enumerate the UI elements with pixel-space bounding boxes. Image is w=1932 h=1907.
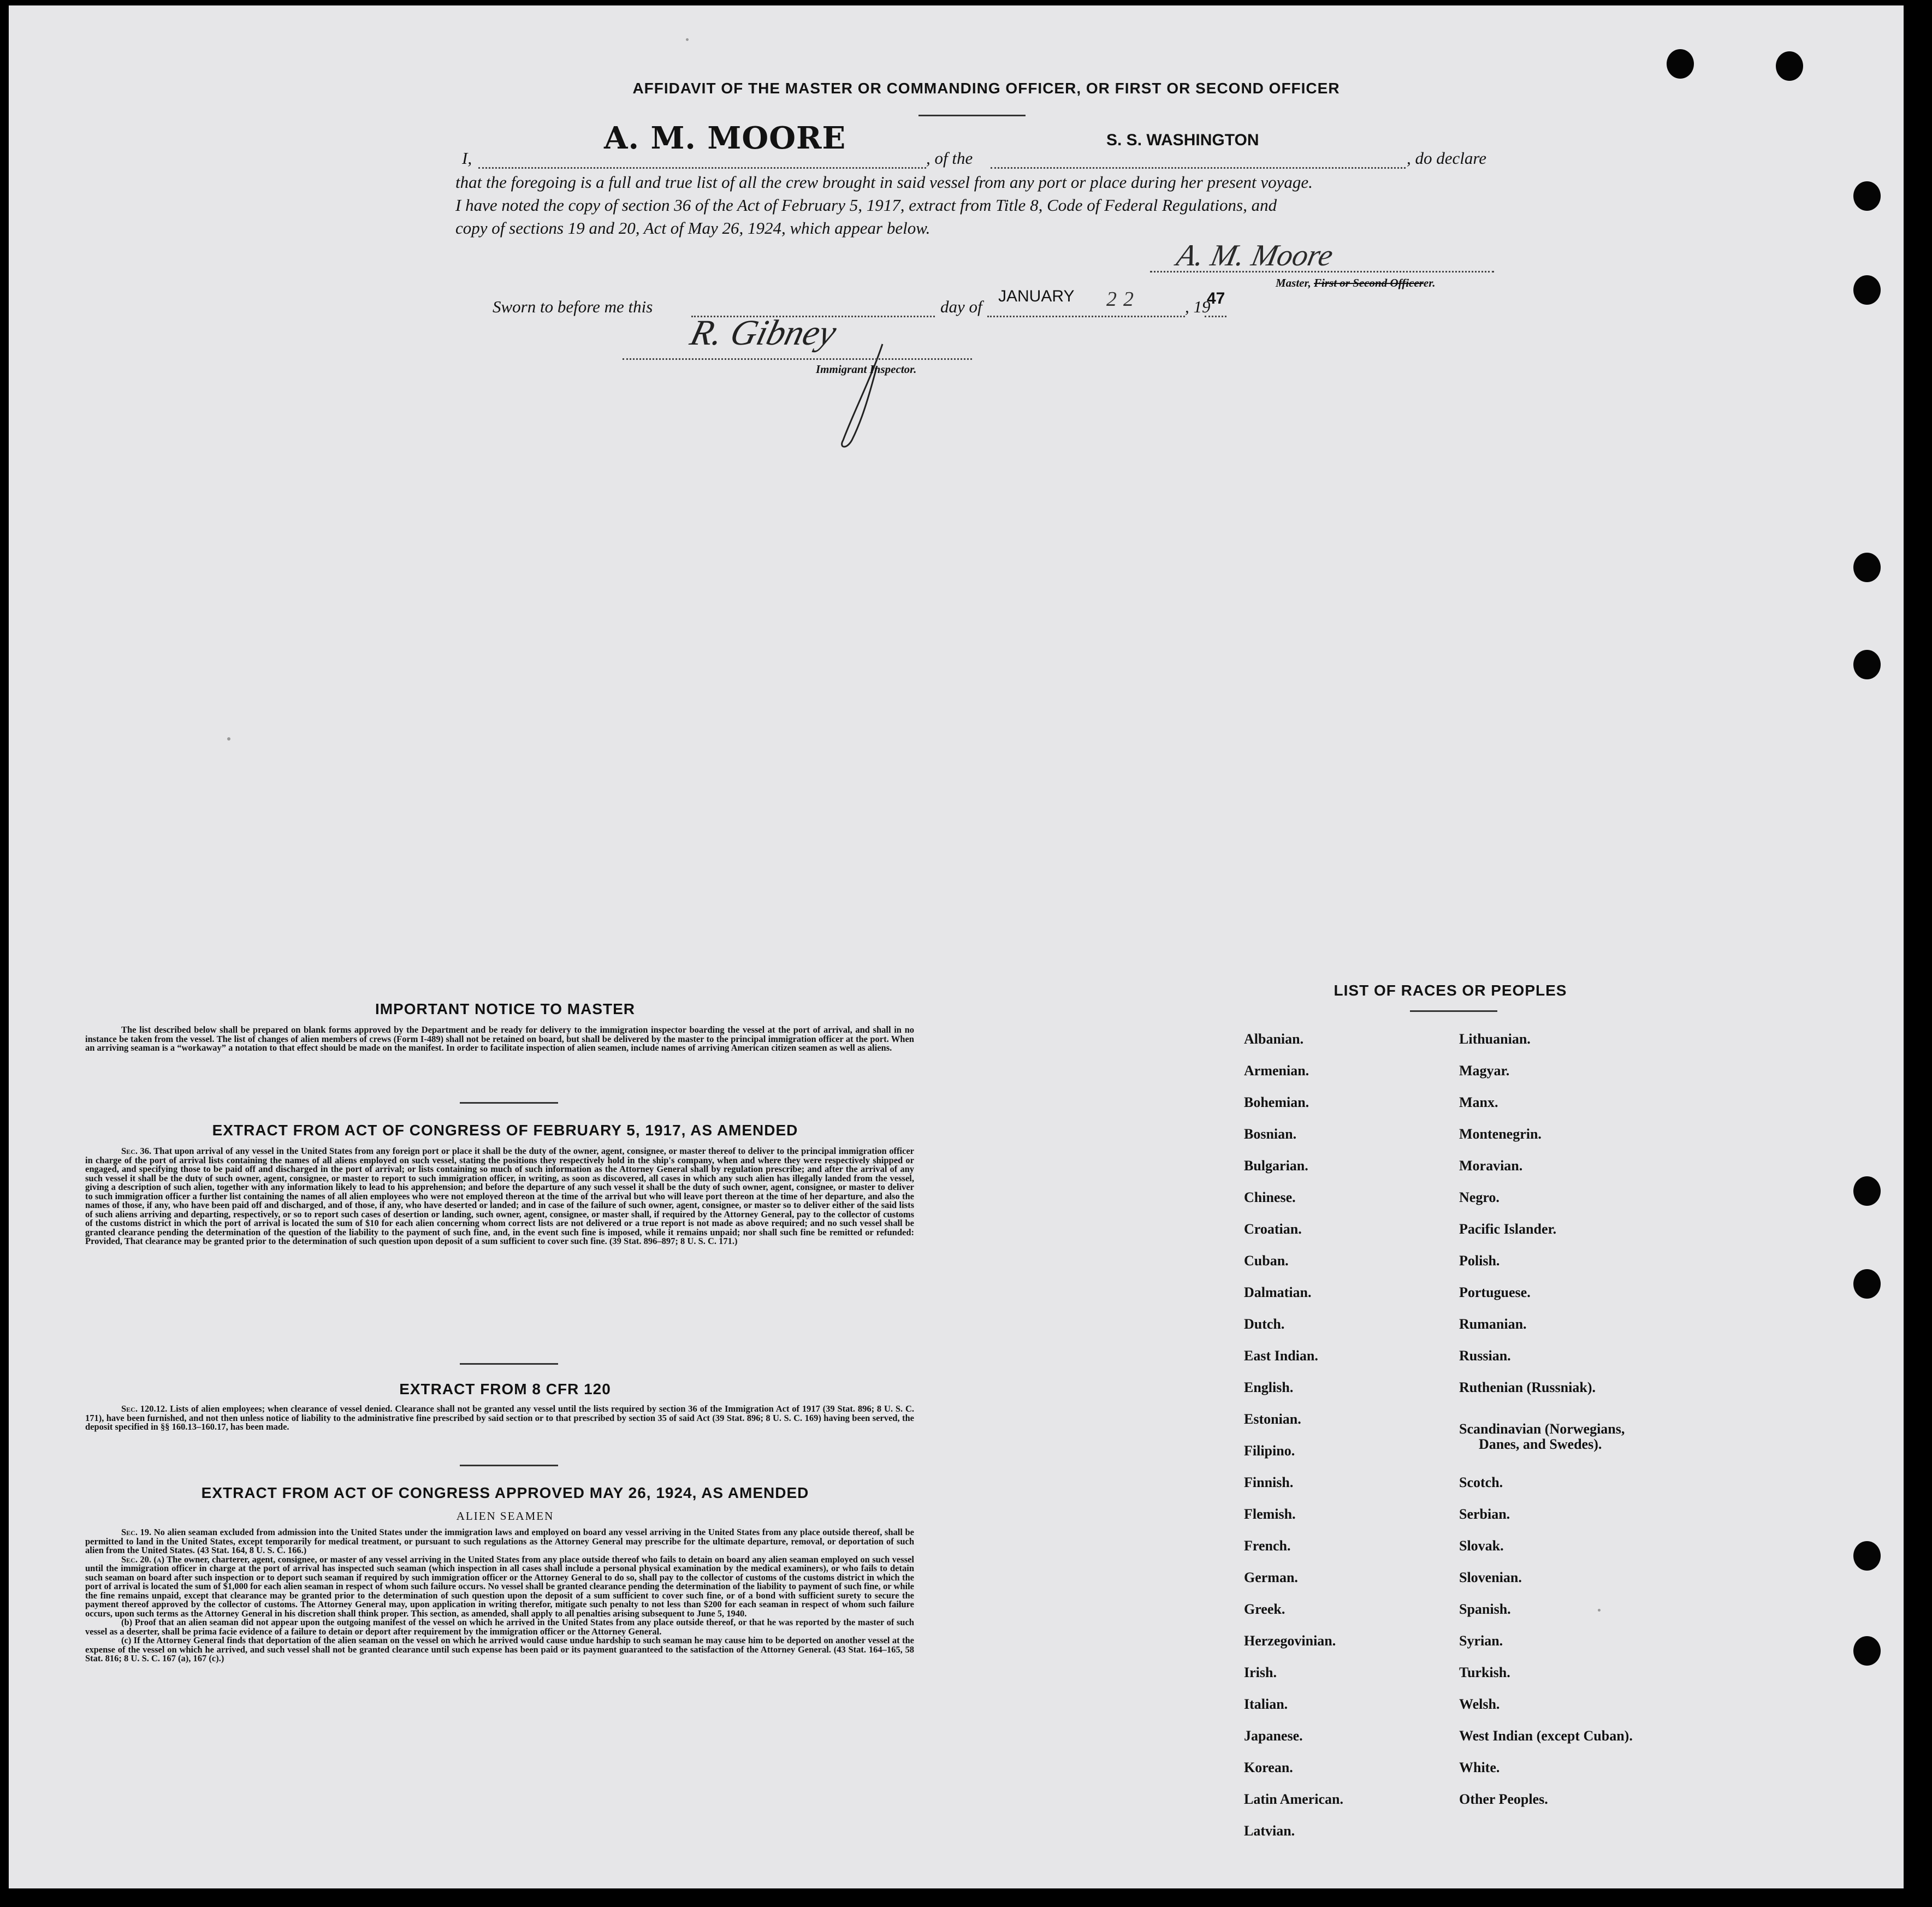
sec-36-text: That upon arrival of any vessel in the United States from any foreign port or place it shall be the duty of the owner, agent, consignee, or master thereof to deliver to the principal immigration officer in charge of the port of arrival lists containing the names of all aliens employed on such vessel, stating the positions they respectively hold in the ship's company, when and where they were respectively shipped or engaged, and specifying those to be paid off and discharged in the port of arrival; or lists containing so much of such information as the Attorney General shall by regulation prescribe; and after the arrival of any such vessel it shall be the duty of such owner, agent, consignee, or master to report to such immigration officer, in writing, as soon as discovered, all cases in which any such alien has illegally landed from the vessel, giving a description of such alien, together with any information likely to lead to his apprehension; and before the departure of any such vessel it shall be the duty of such owner, agent, consignee, or master to deliver to such immigration officer a further list containing the names of all alien employees who were not employed thereon at the time of the arrival but who will leave port thereon at the time of her departure, and also the names of those, if any, who have been paid off and discharged, and of those, if any, who have deserted or landed; and in case of the failure of such owner, agent, consignee, or master so to deliver either of the said lists of such aliens arriving and departing, respectively, or so to report such cases of desertion or landing, such owner, agent, consignee, or master shall, if required by the Attorney General, pay to the collector of customs of the customs district in which the port of arrival is located the sum of $10 for each alien concerning whom correct lists are not delivered or a true report is not made as above required; and no such vessel shall be granted clearance pending the determination of the question of the liability to the payment of such fine, and, in the event such fine is imposed, while it remains unpaid; nor shall such fine be remitted or refunded: Provided, That clearance may be granted prior to the determination of such question upon deposit of a sum sufficient to cover such fine. (39 Stat. 896–897; 8 U. S. C. 171.)	[85, 1146, 914, 1246]
master-signature: A. M. Moore	[1174, 239, 1336, 273]
race-item: Herzegovinian.	[1244, 1633, 1336, 1649]
month-field: JANUARY	[998, 287, 1075, 305]
sec-20b-paragraph: (b) Proof that an alien seaman did not appear upon the outgoing manifest of the vessel on which he arrived in the United States from any place outside thereof, or that he was reported by the master of such vessel as a deserter, shall be prima facie evidence of a failure to detain or deport after requirement by the immigration officer or the Attorney General.	[85, 1617, 914, 1637]
race-item: Scotch.	[1459, 1474, 1503, 1490]
race-item: Bohemian.	[1244, 1094, 1309, 1110]
affidavit-title: AFFIDAVIT OF THE MASTER OR COMMANDING OFFICER, OR FIRST OR SECOND OFFICER	[632, 80, 1340, 97]
master-name-field: A. M. MOORE	[604, 120, 846, 156]
sec-20a-paragraph	[85, 1555, 914, 1619]
extract-1924-subtitle: ALIEN SEAMEN	[456, 1509, 554, 1523]
race-item: Rumanian.	[1459, 1316, 1527, 1332]
of-the-label: , of the	[926, 149, 973, 168]
race-item: English.	[1244, 1379, 1294, 1395]
i-label: I,	[462, 149, 472, 168]
races-divider	[1410, 1010, 1497, 1012]
race-item: Welsh.	[1459, 1696, 1500, 1712]
race-item: Latvian.	[1244, 1823, 1295, 1839]
sec-120-text: Lists of alien employees; when clearance of vessel denied. Clearance shall not be granted any vessel until the lists required by section 36 of the Immigration Act of 1917 (39 Stat. 896; 8 U. S. C. 171), have been furnished, and not then unless notice of liability to the administrative fine prescribed by said section or to that prescribed by section 35 of said Act (39 Stat. 896; 8 U. S. C. 169) having been served, the deposit specified in §§ 160.13–160.17, has been made.	[85, 1403, 914, 1432]
punch-hole-icon	[1853, 650, 1881, 679]
notice-divider	[460, 1102, 558, 1104]
sec-19-label: Sec. 19.	[121, 1527, 152, 1537]
race-item: Albanian.	[1244, 1031, 1304, 1047]
race-item: Bulgarian.	[1244, 1158, 1308, 1174]
sworn-label: Sworn to before me this	[493, 297, 653, 316]
sec-20-label: Sec. 20. (a)	[121, 1554, 165, 1565]
race-item: Magyar.	[1459, 1063, 1510, 1079]
race-item: East Indian.	[1244, 1348, 1318, 1364]
punch-hole-icon	[1853, 553, 1881, 582]
race-item: Negro.	[1459, 1189, 1500, 1205]
affidavit-body-line-1: that the foregoing is a full and true list of all the crew brought in said vessel from any port or place during her present voyage.	[455, 173, 1313, 192]
race-item: French.	[1244, 1538, 1291, 1554]
race-item: Syrian.	[1459, 1633, 1503, 1649]
race-item: Slovenian.	[1459, 1570, 1522, 1585]
extract-cfr-title: EXTRACT FROM 8 CFR 120	[399, 1381, 611, 1397]
inspector-signature-flourish	[801, 333, 910, 453]
race-item: Irish.	[1244, 1665, 1277, 1680]
sec-120-label: Sec. 120.12.	[121, 1403, 168, 1414]
do-declare-label: , do declare	[1407, 149, 1487, 168]
vessel-name-field: S. S. WASHINGTON	[1106, 131, 1259, 149]
master-caption-struck: First or Second Officer	[1314, 276, 1424, 289]
sec-19-text: No alien seaman excluded from admission into the United States under the immigration laws and employed on board any vessel arriving in the United States from any place outside thereof, shall be permitted to land in the United States, except temporarily for medical treatment, or pursuant to such regulations as the Attorney General may prescribe for the ultimate departure, removal, or deportation of such alien from the United States. (43 Stat. 164, 8 U. S. C. 166.)	[85, 1527, 914, 1555]
race-item: Flemish.	[1244, 1506, 1296, 1522]
document-page	[9, 5, 1904, 1888]
master-caption-suffix: er.	[1423, 276, 1436, 289]
day-field: 22	[1106, 288, 1140, 311]
sec-20c-paragraph: (c) If the Attorney General finds that deportation of the alien seaman on the vessel on which he arrived would cause undue hardship to such seaman he may cause him to be deported on another vessel at the expense of the vessel on which he arrived, and such vessel shall not be granted clearance until such expense has been paid or its payment guaranteed to the satisfaction of the Attorney General. (43 Stat. 164–165, 58 Stat. 816; 8 U. S. C. 167 (a), 167 (c).)	[85, 1635, 914, 1663]
master-name-line	[478, 167, 926, 169]
race-item: Korean.	[1244, 1760, 1293, 1775]
scan-speck	[227, 737, 230, 741]
race-item: Montenegrin.	[1459, 1126, 1542, 1142]
year-field: 47	[1207, 289, 1225, 307]
race-item: Estonian.	[1244, 1411, 1301, 1427]
race-item: Filipino.	[1244, 1443, 1295, 1459]
race-item: Other Peoples.	[1459, 1791, 1548, 1807]
races-title: LIST OF RACES OR PEOPLES	[1334, 982, 1567, 999]
extract-cfr-body	[85, 1405, 914, 1432]
punch-hole-icon	[1853, 1636, 1881, 1666]
punch-hole-icon	[1853, 1269, 1881, 1299]
race-item: Chinese.	[1244, 1189, 1296, 1205]
race-item: Dalmatian.	[1244, 1284, 1312, 1300]
race-item: White.	[1459, 1760, 1500, 1775]
race-item: Pacific Islander.	[1459, 1221, 1557, 1237]
sec-36-label: Sec. 36.	[121, 1146, 152, 1156]
sec-19-paragraph	[85, 1528, 914, 1555]
race-item: Finnish.	[1244, 1474, 1294, 1490]
race-item: Danes, and Swedes).	[1479, 1436, 1602, 1452]
notice-title: IMPORTANT NOTICE TO MASTER	[375, 1000, 636, 1017]
punch-hole-icon	[1853, 1176, 1881, 1206]
race-item: Bosnian.	[1244, 1126, 1297, 1142]
notice-body: The list described below shall be prepared on blank forms approved by the Department and be ready for delivery to the immigration inspector boarding the vessel at the port of arrival, and shall in no instance be taken from the vessel. The list of changes of alien members of crews (Form I-489) shall not be retained on board, but shall be delivered by the master to the principal immigration officer at the port. When an arriving seaman is a “workaway” a notation to that effect should be made on the manifest. In order to facilitate inspection of alien seamen, include names of arriving American citizen seamen as well as aliens.	[85, 1024, 914, 1053]
extract-1924-title: EXTRACT FROM ACT OF CONGRESS APPROVED MAY 26, 1924, AS AMENDED	[201, 1484, 809, 1501]
race-item: Ruthenian (Russniak).	[1459, 1379, 1596, 1395]
master-caption-prefix: Master,	[1276, 276, 1314, 289]
sec-20a-text: The owner, charterer, agent, consignee, or master of any vessel arriving in the United States from any place outside thereof who fails to detain on board any alien seaman employed on such vessel until the immigration officer in charge at the port of arrival has inspected such seaman (which inspection in all cases shall include a personal physical examination by the medical examiners), or who fails to detain such seaman on board after such inspection or to deport such seaman if required by such immigration officer or the Attorney General to do so, shall pay to the collector of customs of the customs district in which the port of arrival is located the sum of $1,000 for each alien seaman in respect of whom such failure occurs. No vessel shall be granted clearance pending the determination of the liability to payment of such fine, or while the fine remains unpaid, except that clearance may be granted prior to the determination of such question upon the deposit of a sum sufficient to cover such fine, or of a bond with sufficient surety to secure the payment thereof approved by the collector of customs. The Attorney General may, upon application in writing therefor, mitigate such penalty to not less than $200 for each seaman in respect of whom such failure occurs, upon such terms as the Attorney General in his discretion shall think proper. This section, as amended, shall apply to all penalties arising subsequent to June 5, 1940.	[85, 1554, 915, 1619]
year-line	[1205, 316, 1226, 317]
affidavit-body-line-3: copy of sections 19 and 20, Act of May 26, 1924, which appear below.	[455, 218, 931, 238]
inspector-signature-line	[623, 358, 972, 360]
race-item: Greek.	[1244, 1601, 1285, 1617]
scan-speck	[1598, 1609, 1601, 1612]
extract-1917-body	[85, 1147, 914, 1246]
race-item: Turkish.	[1459, 1665, 1510, 1680]
race-item: German.	[1244, 1570, 1298, 1585]
vessel-name-line	[991, 167, 1406, 169]
inspector-caption: Immigrant Inspector.	[816, 363, 917, 376]
inspector-signature: R. Gibney	[686, 313, 841, 353]
race-item: Italian.	[1244, 1696, 1288, 1712]
master-signature-line	[1150, 271, 1494, 273]
race-item: Manx.	[1459, 1094, 1498, 1110]
race-item: Portuguese.	[1459, 1284, 1531, 1300]
race-item: Serbian.	[1459, 1506, 1510, 1522]
punch-hole-icon	[1853, 275, 1881, 305]
race-item: Japanese.	[1244, 1728, 1303, 1744]
race-item: Spanish.	[1459, 1601, 1511, 1617]
race-item: Croatian.	[1244, 1221, 1302, 1237]
extract-1917-divider	[460, 1363, 558, 1365]
punch-hole-icon	[1776, 51, 1803, 81]
race-item: West Indian (except Cuban).	[1459, 1728, 1633, 1744]
punch-hole-icon	[1853, 1541, 1881, 1571]
master-caption	[1276, 276, 1435, 290]
title-divider	[918, 115, 1026, 116]
month-line	[987, 316, 1185, 317]
race-item: Russian.	[1459, 1348, 1511, 1364]
affidavit-body-line-2: I have noted the copy of section 36 of the Act of February 5, 1917, extract from Title 8, Code of Federal Regulations, and	[455, 196, 1277, 215]
race-item: Lithuanian.	[1459, 1031, 1531, 1047]
race-item: Latin American.	[1244, 1791, 1343, 1807]
race-item: Polish.	[1459, 1253, 1500, 1269]
day-of-label: day of	[940, 297, 982, 316]
race-item: Scandinavian (Norwegians,	[1459, 1421, 1625, 1437]
race-item: Cuban.	[1244, 1253, 1289, 1269]
punch-hole-icon	[1853, 181, 1881, 211]
race-item: Slovak.	[1459, 1538, 1504, 1554]
race-item: Armenian.	[1244, 1063, 1309, 1079]
extract-1917-title: EXTRACT FROM ACT OF CONGRESS OF FEBRUARY 5, 1917, AS AMENDED	[212, 1122, 798, 1139]
scan-speck	[686, 38, 689, 41]
race-item: Moravian.	[1459, 1158, 1523, 1174]
punch-hole-icon	[1667, 49, 1694, 79]
extract-cfr-divider	[460, 1465, 558, 1466]
extract-1924-body	[85, 1528, 914, 1663]
year-prefix: , 19	[1185, 297, 1211, 316]
race-item: Dutch.	[1244, 1316, 1285, 1332]
